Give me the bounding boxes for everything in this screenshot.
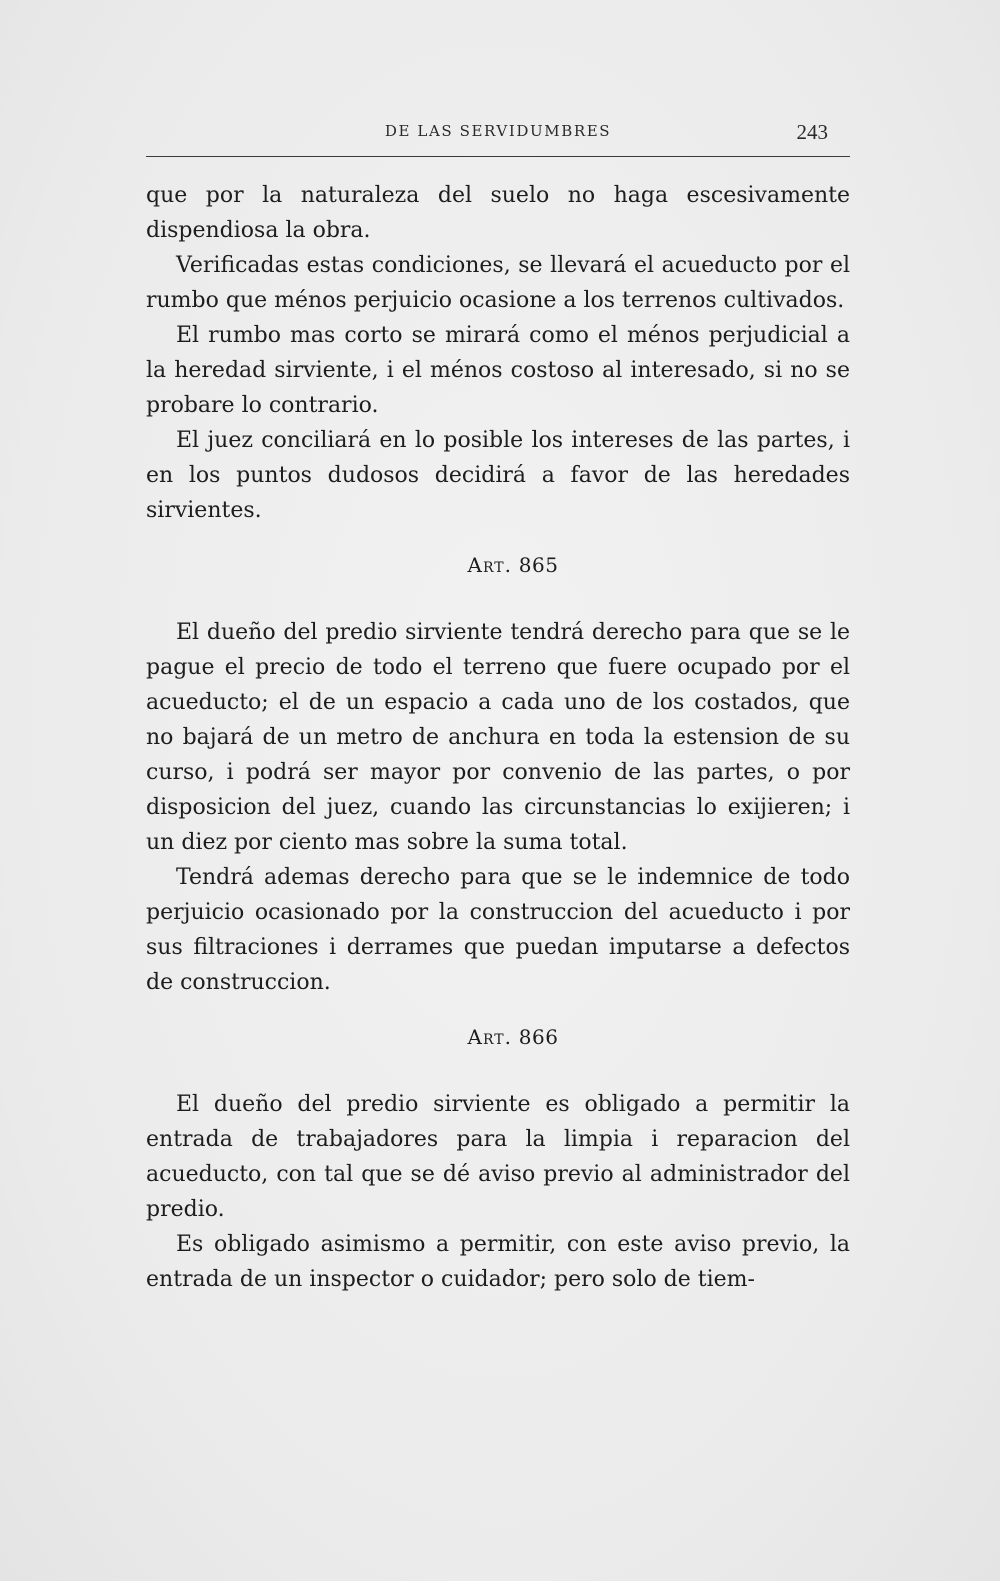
page-number: 243 <box>796 120 828 144</box>
article-number: 866 <box>518 1025 559 1049</box>
paragraph: Verificadas estas condiciones, se llevará el acueducto por el rumbo que ménos perjuicio ocasione a los terrenos cultivados. <box>146 253 850 313</box>
body-text <box>146 178 850 1297</box>
article-label: Art. <box>467 553 512 577</box>
paragraph-continued: que por la naturaleza del suelo no haga escesivamente dispendiosa la obra. <box>146 183 850 243</box>
paragraph: El dueño del predio sirviente tendrá derecho para que se le pague el precio de todo el terreno que fuere ocupado por el acueducto; el de un espacio a cada uno de los costados, que no bajará de un metro de anchura en toda la estension de su curso, i podrá ser mayor por convenio de las partes, o por disposicion del juez, cuando las circunstancias lo exijieren; i un diez por ciento mas sobre la suma total. <box>146 620 850 855</box>
article-heading-866 <box>146 1020 850 1055</box>
article-heading-865 <box>146 548 850 583</box>
paragraph: El dueño del predio sirviente es obligado a permitir la entrada de trabajadores para la limpia i reparacion del acueducto, con tal que se dé aviso previo al administrador del predio. <box>146 1092 850 1222</box>
paragraph: Es obligado asimismo a permitir, con este aviso previo, la entrada de un inspector o cuidador; pero solo de tiem- <box>146 1232 850 1292</box>
article-label: Art. <box>467 1025 512 1049</box>
running-title: DE LAS SERVIDUMBRES <box>384 122 612 140</box>
paragraph: El juez conciliará en lo posible los intereses de las partes, i en los puntos dudosos decidirá a favor de las heredades sirvientes. <box>146 428 850 523</box>
article-number: 865 <box>518 553 559 577</box>
paragraph: Tendrá ademas derecho para que se le indemnice de todo perjuicio ocasionado por la construccion del acueducto i por sus filtraciones i derrames que puedan imputarse a defectos de construccion. <box>146 865 850 995</box>
header-rule <box>146 156 850 157</box>
running-head <box>146 122 850 152</box>
paragraph: El rumbo mas corto se mirará como el ménos perjudicial a la heredad sirviente, i el ménos costoso al interesado, si no se probare lo contrario. <box>146 323 850 418</box>
